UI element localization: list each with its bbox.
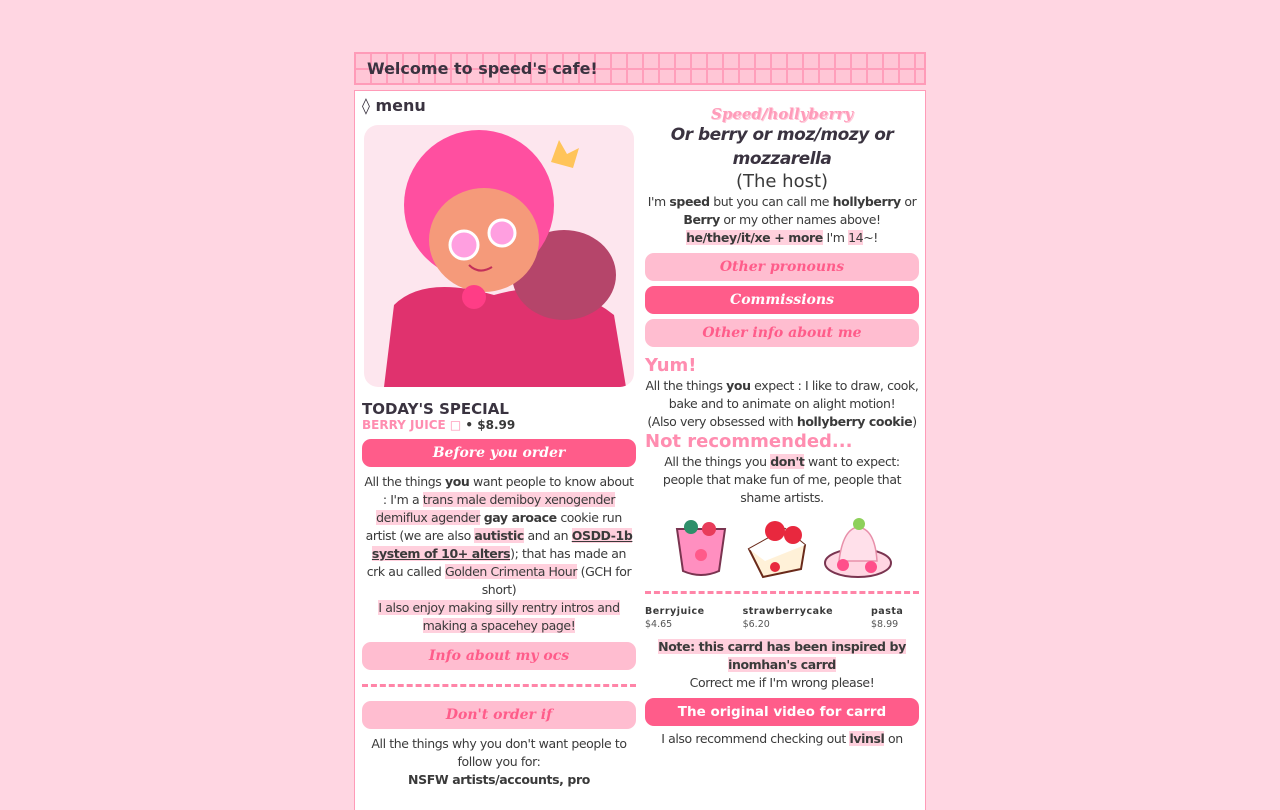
recommend-paragraph — [645, 730, 919, 748]
text-segment: on — [884, 731, 903, 746]
text-segment: ) — [912, 414, 917, 429]
yum-paragraph — [645, 377, 919, 431]
divider — [645, 591, 919, 594]
text-segment: All the things — [645, 378, 727, 393]
emphasis-text: autistic — [474, 528, 524, 543]
text-segment: All the things you — [664, 454, 771, 469]
emphasis-text: speed — [669, 194, 710, 209]
site-title: Welcome to speed's cafe! — [367, 59, 598, 78]
note-paragraph — [645, 638, 919, 692]
emphasis-text: hollyberry — [832, 194, 901, 209]
character-artwork — [364, 125, 634, 387]
commissions-button[interactable]: Commissions — [645, 286, 919, 314]
text-segment: (GCH for short) — [481, 564, 632, 597]
text-segment: or — [900, 194, 917, 209]
text-segment: expect : I like to draw, cook, bake and to animate on alight motion! — [668, 378, 919, 411]
not-recommended-paragraph — [645, 453, 919, 507]
intro-paragraph — [645, 193, 919, 247]
text-segment: I also recommend checking out — [661, 731, 850, 746]
menu-item-name: strawberrycake — [742, 606, 834, 617]
emphasis-text: gay aroace — [483, 510, 557, 525]
berry-juice-icon — [671, 515, 731, 579]
text-segment: ); that has made an crk au called — [366, 546, 627, 579]
menu-item — [871, 606, 919, 630]
divider — [362, 684, 636, 687]
menu-item — [743, 606, 833, 630]
menu-item-price: $4.65 — [645, 619, 673, 630]
menu-item-price: $6.20 — [742, 619, 770, 630]
text-segment: All the things why you don't want people to follow you for: — [371, 736, 627, 769]
text-segment: (Also very obsessed with — [647, 414, 797, 429]
emphasis-text: he/they/it/xe + more — [686, 230, 823, 245]
main-panel — [354, 90, 926, 810]
menu-item-price: $8.99 — [871, 619, 899, 630]
emphasis-text: trans male demiboy xenogender demiflux agender — [376, 492, 616, 525]
text-segment: I'm — [647, 194, 670, 209]
text-segment: or my other names above! — [719, 212, 881, 227]
emphasis-text: Berry — [683, 212, 720, 227]
about-paragraph — [362, 473, 636, 635]
site-header — [354, 52, 926, 85]
display-name: Speed/hollyberry — [711, 105, 853, 123]
text-segment: Correct me if I'm wrong please! — [689, 675, 875, 690]
right-column — [645, 91, 919, 748]
menu-item-name: Berryjuice — [645, 606, 705, 617]
emphasis-text: you — [444, 474, 470, 489]
text-segment: ~! — [863, 230, 878, 245]
left-column — [362, 91, 636, 789]
pasta-icon — [823, 515, 893, 579]
dont-order-if-button[interactable]: Don't order if — [362, 701, 636, 729]
menu-item — [645, 606, 705, 630]
alt-names: Or berry or moz/mozy or mozzarella — [670, 125, 894, 169]
emphasis-text: hollyberry cookie — [796, 414, 913, 429]
emphasis-text: Golden Crimenta Hour — [444, 564, 578, 579]
text-segment: want people to know about : I'm a — [382, 474, 634, 507]
text-segment: cookie run artist (we are also — [365, 510, 622, 543]
emphasis-text[interactable]: OSDD-1b system of 10+ alters — [371, 528, 633, 561]
dessert-images — [645, 515, 919, 579]
original-video-button[interactable]: The original video for carrd — [645, 698, 919, 726]
text-segment: but you can call me — [709, 194, 833, 209]
emphasis-text: you — [726, 378, 751, 393]
emphasis-text: I also enjoy making silly rentry intros and making a spacehey page! — [378, 600, 620, 633]
host-label: (The host) — [735, 171, 829, 192]
menu-label[interactable]: ◊ menu — [362, 96, 426, 115]
special-price: • $8.99 — [461, 418, 516, 432]
before-you-order-button[interactable]: Before you order — [362, 439, 636, 467]
special-item: BERRY JUICE □ — [362, 418, 462, 432]
todays-special-line — [362, 418, 636, 432]
text-segment: All the things — [364, 474, 445, 489]
todays-special-title: TODAY'S SPECIAL — [362, 400, 509, 418]
emphasis-text: don't — [770, 454, 805, 469]
menu-item-name: pasta — [871, 606, 904, 617]
dont-order-paragraph — [362, 735, 636, 789]
text-segment: and an — [523, 528, 572, 543]
strawberry-cake-icon — [745, 515, 809, 579]
text-segment: want to expect: people that make fun of me, people that shame artists. — [662, 454, 902, 505]
other-info-button[interactable]: Other info about me — [645, 319, 919, 347]
info-about-ocs-button[interactable]: Info about my ocs — [362, 642, 636, 670]
yum-heading: Yum! — [645, 355, 697, 376]
text-segment: I'm — [822, 230, 849, 245]
emphasis-text: lvinsl — [849, 731, 885, 746]
emphasis-text: 14 — [848, 230, 864, 245]
emphasis-text: Note: this carrd has been inspired by inomhan's carrd — [658, 639, 906, 672]
emphasis-text: NSFW artists/accounts, pro — [408, 772, 590, 787]
dessert-menu — [645, 606, 919, 630]
other-pronouns-button[interactable]: Other pronouns — [645, 253, 919, 281]
not-recommended-heading: Not recommended... — [645, 431, 853, 452]
